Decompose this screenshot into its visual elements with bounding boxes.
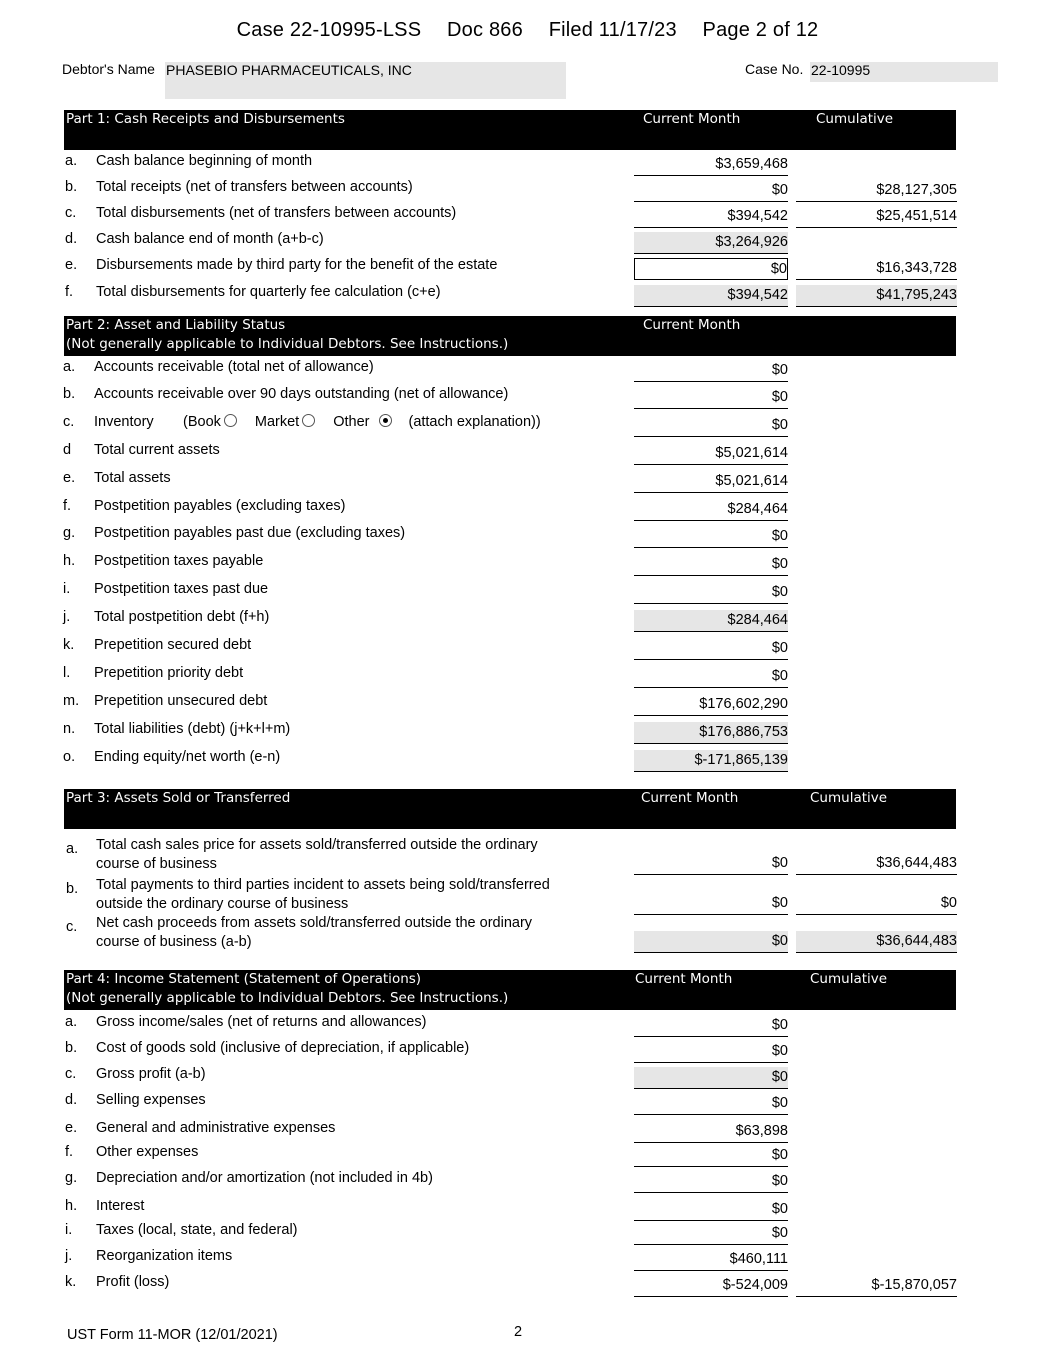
current-month-value[interactable]: $0 [634,1015,788,1037]
part3-title: Part 3: Assets Sold or Transferred [66,790,291,806]
row-label: Prepetition unsecured debt [94,693,268,709]
inventory-market-label: Market [254,414,300,430]
debtor-name-field[interactable]: PHASEBIO PHARMACEUTICALS, INC [165,62,566,99]
row-label: Postpetition payables (excluding taxes) [94,498,346,514]
row-letter: o. [63,749,76,765]
current-month-value[interactable]: $0 [634,582,788,604]
cumulative-value[interactable]: $-15,870,057 [796,1275,957,1297]
row-label: Total assets [94,470,171,486]
current-month-value[interactable]: $0 [634,1171,788,1193]
case-number-label: Case No. [745,61,804,77]
current-month-value[interactable]: $284,464 [634,499,788,521]
cumulative-value[interactable]: $36,644,483 [796,931,957,953]
current-month-value[interactable]: $0 [634,1041,788,1063]
part2-row [0,609,1055,633]
debtor-name-label: Debtor's Name [62,61,155,77]
row-letter: i. [63,581,71,597]
row-label: Disbursements made by third party for the benefit of the estate [96,257,498,273]
part2-row [0,414,1055,438]
inventory-other-label: Other [333,414,370,430]
row-label: Postpetition taxes payable [94,553,264,569]
cumulative-value[interactable]: $28,127,305 [796,180,957,202]
row-label-line2: outside the ordinary course of business [96,896,349,912]
row-letter: b. [66,881,79,897]
current-month-value[interactable]: $5,021,614 [634,443,788,465]
row-label-line2: course of business [96,856,217,872]
row-label: Ending equity/net worth (e-n) [94,749,281,765]
part2-row [0,442,1055,466]
row-letter: d. [65,231,78,247]
part4-col-cumulative: Cumulative [810,971,888,987]
part1-col-current: Current Month [643,111,741,127]
row-label: Postpetition taxes past due [94,581,269,597]
part2-row [0,359,1055,383]
current-month-value[interactable]: $0 [634,893,788,915]
part2-row [0,553,1055,577]
part4-row [0,1040,1055,1064]
current-month-value[interactable]: $0 [634,931,788,953]
row-letter: g. [63,525,76,541]
part2-subtitle: (Not generally applicable to Individual Debtors. See Instructions.) [66,336,509,352]
current-month-value[interactable]: $0 [634,387,788,409]
current-month-value[interactable]: $0 [634,526,788,548]
row-label: Total receipts (net of transfers between accounts) [96,179,413,195]
doc-number: Doc 866 [447,19,523,41]
row-letter: k. [65,1274,77,1290]
part3-col-cumulative: Cumulative [810,790,888,806]
row-letter: c. [63,414,75,430]
inventory-book-label: (Book [183,414,221,430]
row-label: Reorganization items [96,1248,233,1264]
row-label-line2: course of business (a-b) [96,934,252,950]
row-letter: d [63,442,72,458]
part2-row [0,581,1055,605]
row-letter: f. [63,498,72,514]
current-month-value[interactable]: $460,111 [634,1249,788,1271]
current-month-value[interactable]: $0 [634,638,788,660]
row-letter: l. [63,665,71,681]
row-letter: b. [65,179,78,195]
current-month-value[interactable]: $3,264,926 [634,232,788,254]
row-label: Total current assets [94,442,220,458]
filing-header [0,19,1055,42]
row-label-line1: Net cash proceeds from assets sold/transferred outside the ordinary [96,915,533,931]
part2-row [0,386,1055,410]
part2-col-current: Current Month [643,317,741,333]
row-label: Prepetition secured debt [94,637,252,653]
row-label: Inventory [94,414,154,430]
row-label: General and administrative expenses [96,1120,336,1136]
part2-row [0,525,1055,549]
row-label: Accounts receivable (total net of allowance) [94,359,374,375]
row-letter: a. [66,841,79,857]
part1-header [64,110,956,150]
row-label: Selling expenses [96,1092,206,1108]
row-letter: a. [65,153,78,169]
part1-row [0,231,1055,255]
part4-row [0,1120,1055,1144]
current-month-value[interactable]: $-524,009 [634,1275,788,1297]
row-label: Cash balance beginning of month [96,153,313,169]
current-month-value[interactable]: $0 [634,180,788,202]
part1-title: Part 1: Cash Receipts and Disbursements [66,111,345,127]
row-label: Accounts receivable over 90 days outstanding (net of allowance) [94,386,509,402]
current-month-value[interactable]: $5,021,614 [634,471,788,493]
part4-row [0,1222,1055,1246]
row-label: Profit (loss) [96,1274,170,1290]
row-label: Other expenses [96,1144,199,1160]
row-letter: a. [65,1014,78,1030]
part4-row [0,1092,1055,1116]
part4-row [0,1014,1055,1038]
row-letter: n. [63,721,76,737]
row-letter: i. [65,1222,73,1238]
row-letter: b. [63,386,76,402]
row-label: Cost of goods sold (inclusive of depreciation, if applicable) [96,1040,470,1056]
current-month-value[interactable]: $0 [634,1145,788,1167]
part2-row [0,665,1055,689]
row-letter: j. [65,1248,73,1264]
row-letter: f. [65,284,74,300]
row-letter: c. [66,919,78,935]
row-letter: j. [63,609,71,625]
current-month-value[interactable]: $0 [634,1093,788,1115]
row-label: Prepetition priority debt [94,665,244,681]
row-label: Total postpetition debt (f+h) [94,609,270,625]
part4-header [64,970,956,1010]
part2-row [0,693,1055,717]
cumulative-value[interactable]: $41,795,243 [796,285,957,307]
row-label: Taxes (local, state, and federal) [96,1222,298,1238]
part3-col-current: Current Month [641,790,739,806]
part4-row [0,1198,1055,1222]
part4-col-current: Current Month [635,971,733,987]
part1-row [0,153,1055,177]
filed-date: Filed 11/17/23 [548,19,677,41]
row-letter: c. [65,1066,77,1082]
current-month-value[interactable]: $0 [634,666,788,688]
part4-row [0,1170,1055,1194]
form-id: UST Form 11-MOR (12/01/2021) [67,1327,278,1343]
part2-row [0,721,1055,745]
part1-col-cumulative: Cumulative [816,111,894,127]
row-label: Postpetition payables past due (excluding taxes) [94,525,406,541]
part3-header [64,789,956,829]
current-month-value[interactable]: $3,659,468 [634,154,788,176]
current-month-value[interactable]: $394,542 [634,206,788,228]
part2-row [0,470,1055,494]
inventory-other-radio[interactable] [379,414,392,427]
current-month-value[interactable]: $394,542 [634,285,788,307]
current-month-value[interactable]: $0 [634,1199,788,1221]
current-month-value[interactable]: $0 [634,360,788,382]
row-label: Interest [96,1198,145,1214]
inventory-attach-note: (attach explanation)) [408,414,541,430]
cumulative-value[interactable]: $16,343,728 [796,258,957,280]
row-label-line1: Total payments to third parties incident to assets being sold/transferred [96,877,550,893]
page-number: 2 [514,1324,523,1340]
inventory-book-radio[interactable] [224,414,237,427]
part2-header [64,316,956,356]
part2-row [0,498,1055,522]
current-month-value[interactable]: $176,602,290 [634,694,788,716]
inventory-market-radio[interactable] [302,414,315,427]
row-letter: c. [65,205,77,221]
row-label: Total disbursements (net of transfers between accounts) [96,205,457,221]
current-month-value[interactable]: $0 [634,853,788,875]
row-letter: e. [65,1120,78,1136]
row-letter: m. [63,693,80,709]
current-month-value[interactable]: $176,886,753 [634,722,788,744]
row-letter: h. [65,1198,78,1214]
cumulative-value[interactable]: $36,644,483 [796,853,957,875]
cumulative-value[interactable]: $0 [796,893,957,915]
row-label: Depreciation and/or amortization (not included in 4b) [96,1170,433,1186]
part2-row [0,637,1055,661]
row-letter: h. [63,553,76,569]
case-number-field[interactable]: 22-10995 [810,62,998,82]
current-month-value[interactable]: $0 [634,1223,788,1245]
row-letter: b. [65,1040,78,1056]
current-month-value[interactable]: $63,898 [634,1121,788,1143]
part4-row [0,1066,1055,1090]
part4-title: Part 4: Income Statement (Statement of Operations) [66,971,422,987]
current-month-value[interactable]: $284,464 [634,610,788,632]
row-label: Total disbursements for quarterly fee calculation (c+e) [96,284,441,300]
row-letter: k. [63,637,75,653]
current-month-value[interactable]: $0 [634,258,788,280]
row-label: Gross income/sales (net of returns and allowances) [96,1014,427,1030]
part2-title: Part 2: Asset and Liability Status [66,317,286,333]
part4-row [0,1144,1055,1168]
current-month-value[interactable]: $0 [634,1067,788,1089]
current-month-value[interactable]: $0 [634,415,788,437]
row-letter: f. [65,1144,74,1160]
page-indicator: Page 2 of 12 [702,19,819,41]
row-label: Cash balance end of month (a+b-c) [96,231,324,247]
part2-row [0,749,1055,773]
part4-row [0,1248,1055,1272]
row-letter: e. [63,470,76,486]
cumulative-value[interactable]: $25,451,514 [796,206,957,228]
current-month-value[interactable]: $0 [634,554,788,576]
part4-subtitle: (Not generally applicable to Individual Debtors. See Instructions.) [66,990,509,1006]
row-letter: d. [65,1092,78,1108]
row-label: Gross profit (a-b) [96,1066,206,1082]
row-letter: e. [65,257,78,273]
current-month-value[interactable]: $-171,865,139 [634,750,788,772]
row-letter: a. [63,359,76,375]
row-label: Total liabilities (debt) (j+k+l+m) [94,721,291,737]
case-id: Case 22-10995-LSS [236,19,422,41]
row-letter: g. [65,1170,78,1186]
inventory-options [183,414,541,430]
row-label-line1: Total cash sales price for assets sold/transferred outside the ordinary [96,837,538,853]
